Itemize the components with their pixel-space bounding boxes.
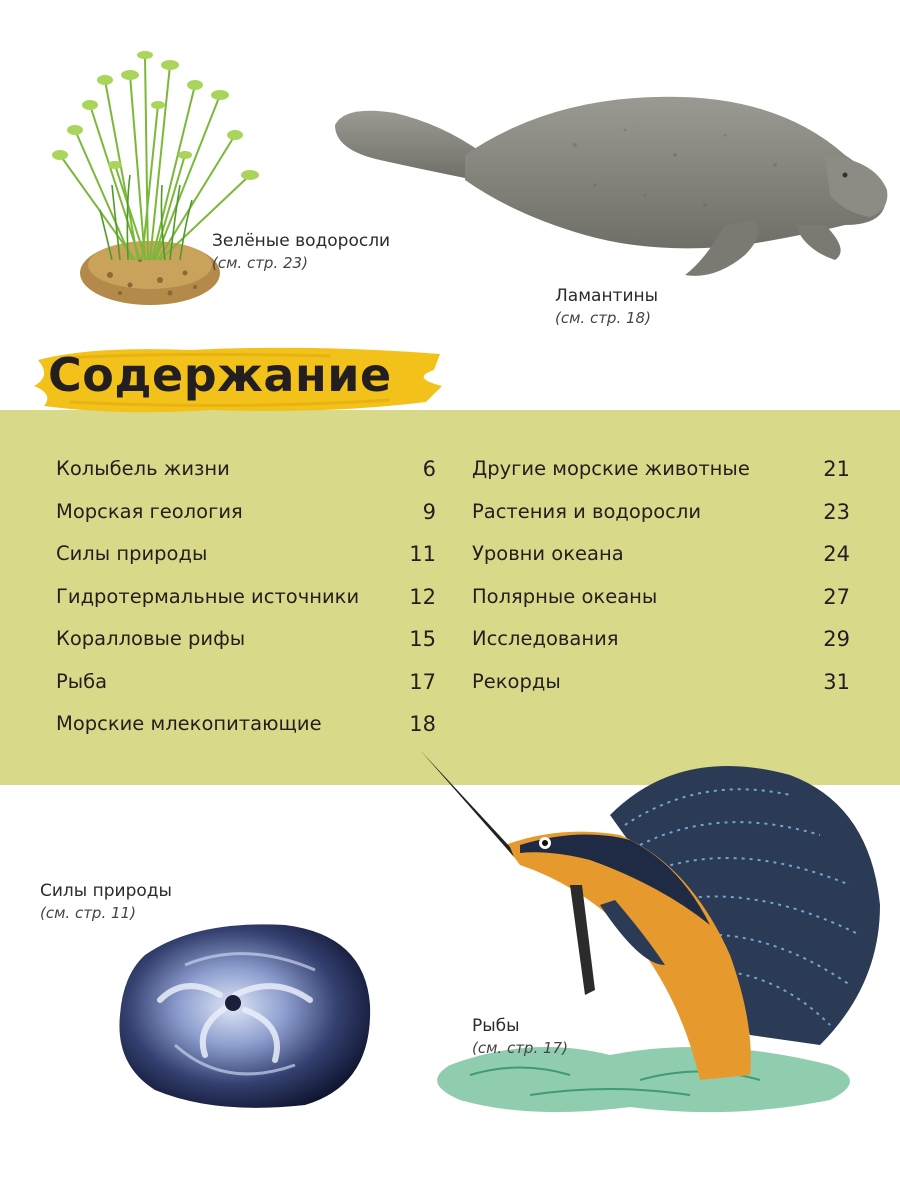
toc-right-column [472,448,850,703]
toc-entry[interactable] [472,533,850,576]
toc-entry-label: Гидротермальные источники [56,584,360,608]
fish-caption-label: Рыбы [472,1016,520,1036]
toc-entry-page: 27 [823,584,850,609]
toc-entry-label: Рекорды [472,669,561,693]
cyclone-illustration [115,915,375,1115]
toc-entry-label: Рыба [56,669,108,693]
storm-caption-label: Силы природы [40,881,172,901]
toc-entry-page: 11 [409,542,436,566]
toc-entry-label: Морские млекопитающие [56,712,322,735]
toc-entry[interactable] [472,491,850,534]
toc-entry[interactable] [472,448,850,491]
contents-title-block [30,340,450,420]
manatee-caption-label: Ламантины [555,286,659,306]
toc-entry-label: Уровни океана [472,542,624,565]
storm-caption-ref: (см. стр. 11) [40,904,136,922]
toc-entry-label: Колыбель жизни [56,457,230,480]
manatee-illustration [325,85,895,285]
toc-entry[interactable] [56,491,436,534]
toc-entry-page: 9 [422,499,436,524]
toc-entry[interactable] [472,661,850,704]
toc-entry[interactable] [56,661,436,704]
toc-entry[interactable] [472,576,850,619]
toc-left-column [56,448,436,746]
toc-entry[interactable] [56,618,436,661]
toc-entry[interactable] [56,703,436,746]
toc-entry-page: 24 [823,542,850,566]
toc-entry-page: 31 [823,669,850,694]
sailfish-illustration [410,735,890,1155]
toc-entry-label: Полярные океаны [472,584,658,608]
fish-caption-ref: (см. стр. 17) [472,1039,568,1057]
toc-entry-page: 17 [409,669,436,694]
manatee-caption-ref: (см. стр. 18) [555,309,651,327]
manatee-caption [555,285,658,329]
toc-entry-page: 29 [823,627,850,651]
toc-entry-page: 6 [422,457,436,481]
toc-entry[interactable] [56,533,436,576]
toc-entry-page: 18 [409,712,436,736]
page-title: Содержание [48,348,392,402]
fish-caption [472,1015,568,1059]
toc-entry-page: 23 [823,499,850,524]
toc-entry[interactable] [56,448,436,491]
algae-caption-ref: (см. стр. 23) [212,254,308,272]
toc-entry-label: Исследования [472,627,619,650]
algae-caption-label: Зелёные водоросли [212,231,391,251]
toc-entry-page: 21 [823,457,850,481]
toc-entry[interactable] [56,576,436,619]
toc-entry-label: Другие морские животные [472,457,750,480]
toc-entry[interactable] [472,618,850,661]
toc-entry-page: 15 [409,627,436,651]
toc-entry-label: Силы природы [56,542,208,565]
toc-entry-page: 12 [409,584,436,609]
toc-entry-label: Морская геология [56,499,243,523]
toc-entry-label: Коралловые рифы [56,627,246,650]
toc-entry-label: Растения и водоросли [472,499,702,523]
